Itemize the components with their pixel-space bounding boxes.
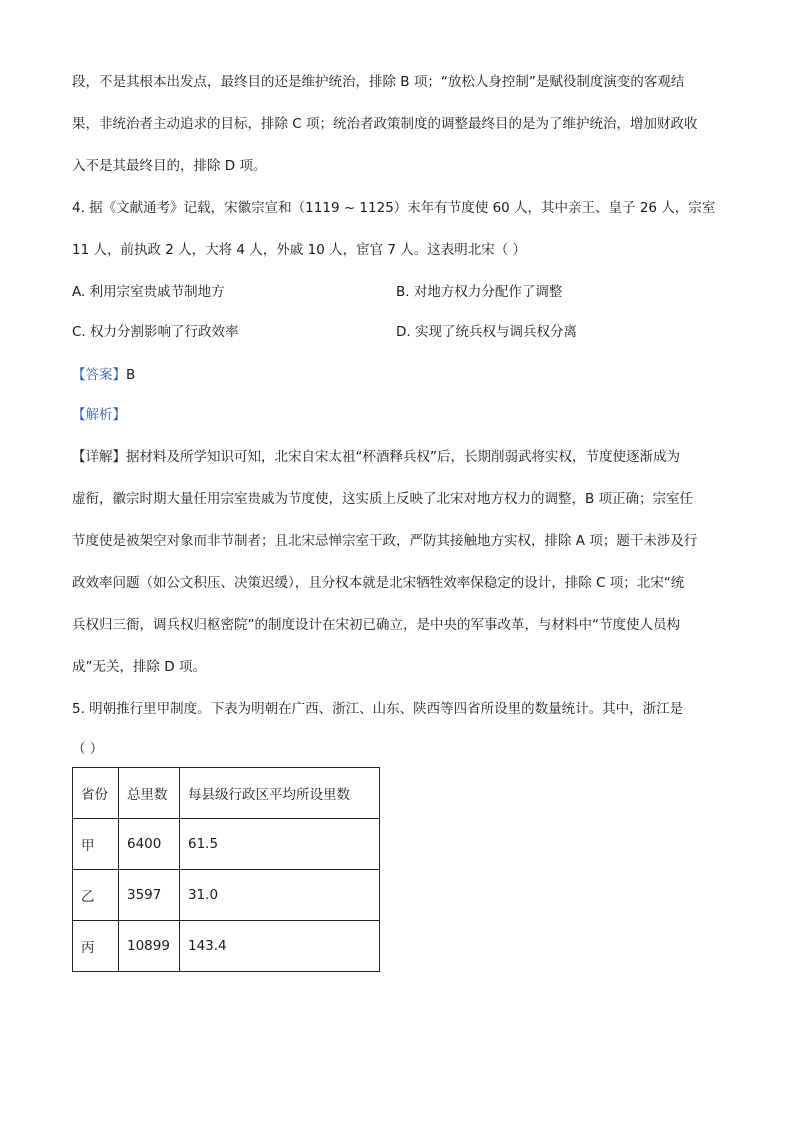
table-header-cell: 每县级行政区平均所设里数 [180,768,380,819]
table-cell: 3597 [119,870,180,921]
q4-analysis [72,405,126,425]
table-cell: 乙 [73,870,119,921]
q5-stem-line-2: （ ） [72,741,104,757]
prev-explanation-line-2: 果，非统治者主动追求的目标，排除 C 项；统治者政策制度的调整最终目的是为了维护统治，增加财政收 [72,116,698,132]
table-cell: 6400 [119,819,180,870]
q4-option-b: B. 对地方权力分配作了调整 [396,284,563,300]
table-cell: 31.0 [180,870,380,921]
q4-detail-line-6: 成”无关，排除 D 项。 [72,659,206,675]
table-row [73,870,380,921]
prev-explanation-line-1: 段，不是其根本出发点，最终目的还是维护统治，排除 B 项；“放松人身控制”是赋役制度演变的客观结 [72,74,685,90]
q5-data-table [72,767,380,972]
table-cell: 甲 [73,819,119,870]
q4-option-c: C. 权力分割影响了行政效率 [72,324,239,340]
prev-explanation-line-3: 入不是其最终目的，排除 D 项。 [72,158,267,174]
table-cell: 143.4 [180,921,380,972]
table-cell: 丙 [73,921,119,972]
q4-detail-line-4: 政效率问题（如公文积压、决策迟缓），且分权本就是北宋牺牲效率保稳定的设计，排除 C 项；北宋“统 [72,575,685,591]
table-header-cell: 总里数 [119,768,180,819]
q4-stem-line-1: 4. 据《文献通考》记载，宋徽宗宣和（1119 ~ 1125）末年有节度使 60 人，其中亲王、皇子 26 人，宗室 [72,200,716,216]
answer-tag: 【答案】 [72,367,126,383]
q4-option-d: D. 实现了统兵权与调兵权分离 [396,324,577,340]
answer-value: B [126,367,136,383]
table-cell: 10899 [119,921,180,972]
table-row [73,921,380,972]
detail-text-1: 据材料及所学知识可知，北宋自宋太祖“杯酒释兵权”后，长期削弱武将实权，节度使逐渐成为 [126,449,680,465]
q4-detail-line-2: 虚衔，徽宗时期大量任用宗室贵戚为节度使，这实质上反映了北宋对地方权力的调整，B 项正确；宗室任 [72,491,694,507]
table-cell: 61.5 [180,819,380,870]
table-header-row [73,768,380,819]
q4-detail-line-3: 节度使是被架空对象而非节制者；且北宋忌惮宗室干政，严防其接触地方实权，排除 A 项；题干未涉及行 [72,533,698,549]
q4-option-a: A. 利用宗室贵戚节制地方 [72,284,225,300]
detail-tag: 【详解】 [72,449,126,465]
q4-detail-line-5: 兵权归三衙，调兵权归枢密院”的制度设计在宋初已确立，是中央的军事改革，与材料中“节度使人员构 [72,617,680,633]
table-row [73,819,380,870]
q4-answer [72,365,135,385]
analysis-tag: 【解析】 [72,407,126,423]
q5-stem-line-1: 5. 明朝推行里甲制度。下表为明朝在广西、浙江、山东、陕西等四省所设里的数量统计。其中，浙江是 [72,701,684,717]
q4-stem-line-2: 11 人，前执政 2 人，大将 4 人，外戚 10 人，宦官 7 人。这表明北宋（ ） [72,242,527,258]
q4-detail-line-1 [72,447,680,467]
table-header-cell: 省份 [73,768,119,819]
